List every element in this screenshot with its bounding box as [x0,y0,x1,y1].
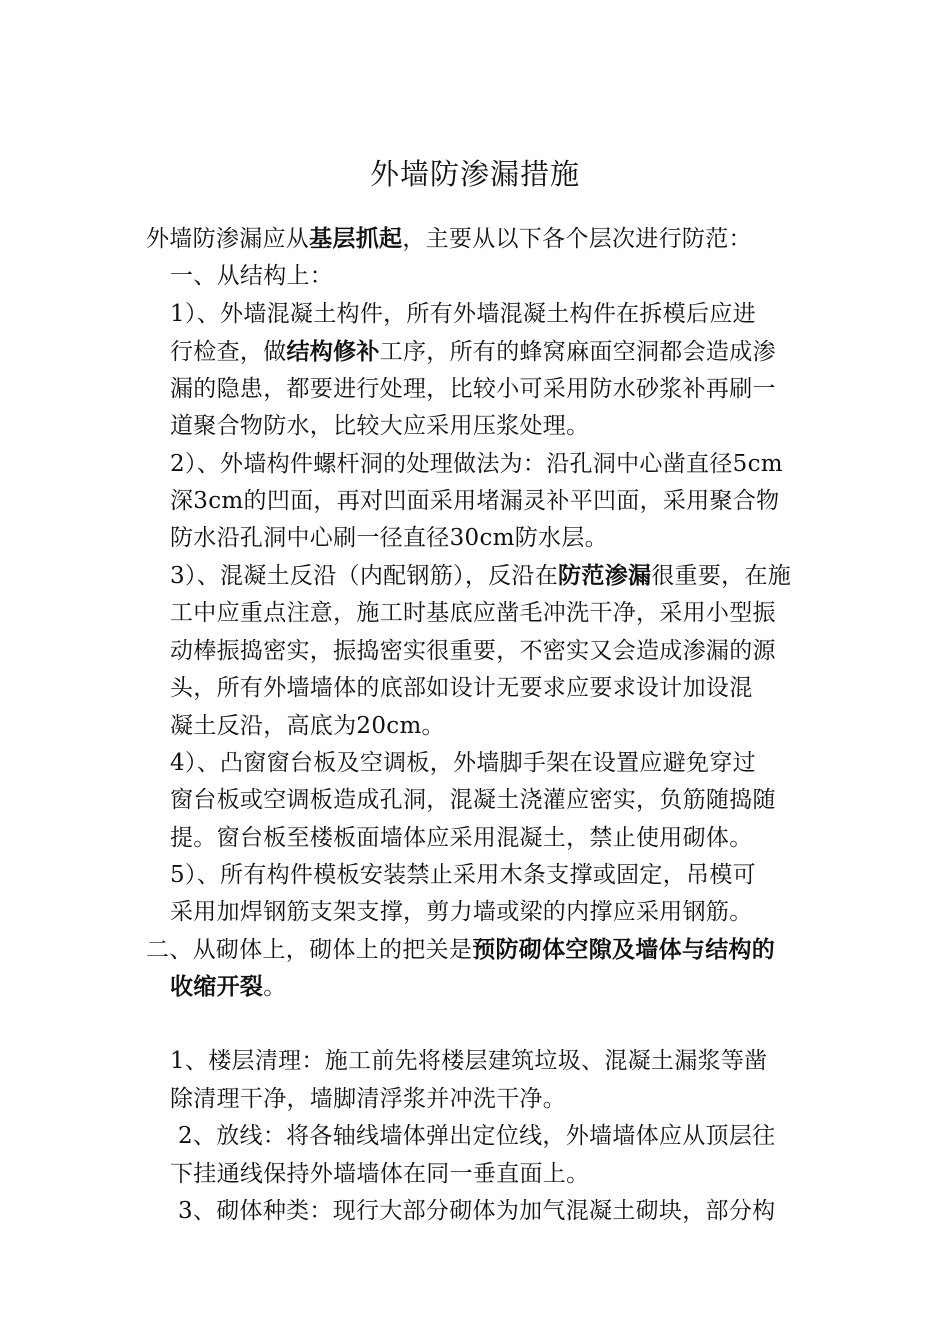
paragraph-line: 1、楼层清理：施工前先将楼层建筑垃圾、混凝土漏浆等凿 [170,1048,768,1074]
bold-emphasis: 收缩开裂 [170,973,264,1000]
section-heading-masonry-cont: 收缩开裂。 [170,973,287,1000]
section-heading-masonry: 二、从砌体上，砌体上的把关是预防砌体空隙及墙体与结构的 [146,936,776,963]
document-title: 外墙防渗漏措施 [369,157,580,191]
paragraph-intro: 外墙防渗漏应从基层抓起，主要从以下各个层次进行防范： [146,225,752,252]
paragraph-line: 2）、外墙构件螺杆洞的处理做法为：沿孔洞中心凿直径5cm [170,451,783,477]
paragraph-line: 工中应重点注意，施工时基底应凿毛冲洗干净，采用小型振 [170,600,776,626]
bold-emphasis: 防范渗漏 [558,562,652,589]
paragraph-line: 窗台板或空调板造成孔洞，混凝土浇灌应密实，负筋随捣随 [170,787,776,813]
paragraph-line: 5）、所有构件模板安装禁止采用木条支撑或固定，吊模可 [170,862,756,888]
paragraph-line: 3、砌体种类：现行大部分砌体为加气混凝土砌块，部分构 [178,1198,776,1224]
bold-emphasis: 预防砌体空隙及墙体与结构的 [472,936,776,963]
paragraph-line: 防水沿孔洞中心刷一径直径30cm防水层。 [170,525,608,551]
paragraph-line: 动棒振捣密实，振捣密实很重要，不密实又会造成渗漏的源 [170,638,776,664]
paragraph-line: 凝土反沿，高底为20cm。 [170,713,445,739]
paragraph-line: 漏的隐患，都要进行处理，比较小可采用防水砂浆补再刷一 [170,376,776,402]
paragraph-line: 采用加焊钢筋支架支撑，剪力墙或梁的内撑应采用钢筋。 [170,899,753,925]
bold-emphasis: 结构修补 [286,338,380,365]
paragraph-line: 4）、凸窗窗台板及空调板，外墙脚手架在设置应避免穿过 [170,750,756,776]
paragraph-line: 道聚合物防水，比较大应采用压浆处理。 [170,413,590,439]
paragraph-line: 2、放线：将各轴线墙体弹出定位线，外墙墙体应从顶层往 [178,1123,776,1149]
paragraph-line: 下挂通线保持外墙墙体在同一垂直面上。 [170,1161,590,1187]
section-heading-structure: 一、从结构上： [170,263,334,289]
paragraph-line: 深3cm的凹面，再对凹面采用堵漏灵补平凹面，采用聚合物 [170,488,780,514]
paragraph-line: 3）、混凝土反沿（内配钢筋），反沿在防范渗漏很重要，在施 [170,562,792,589]
paragraph-line: 头，所有外墙墙体的底部如设计无要求应要求设计加设混 [170,675,753,701]
bold-emphasis: 基层抓起 [309,225,403,252]
paragraph-line: 行检查，做结构修补工序，所有的蜂窝麻面空洞都会造成渗 [170,338,776,365]
paragraph-line: 1）、外墙混凝土构件，所有外墙混凝土构件在拆模后应进 [170,301,756,327]
paragraph-line: 提。窗台板至楼板面墙体应采用混凝土，禁止使用砌体。 [170,825,753,851]
paragraph-line: 除清理干净，墙脚清浮浆并冲洗干净。 [170,1086,567,1112]
